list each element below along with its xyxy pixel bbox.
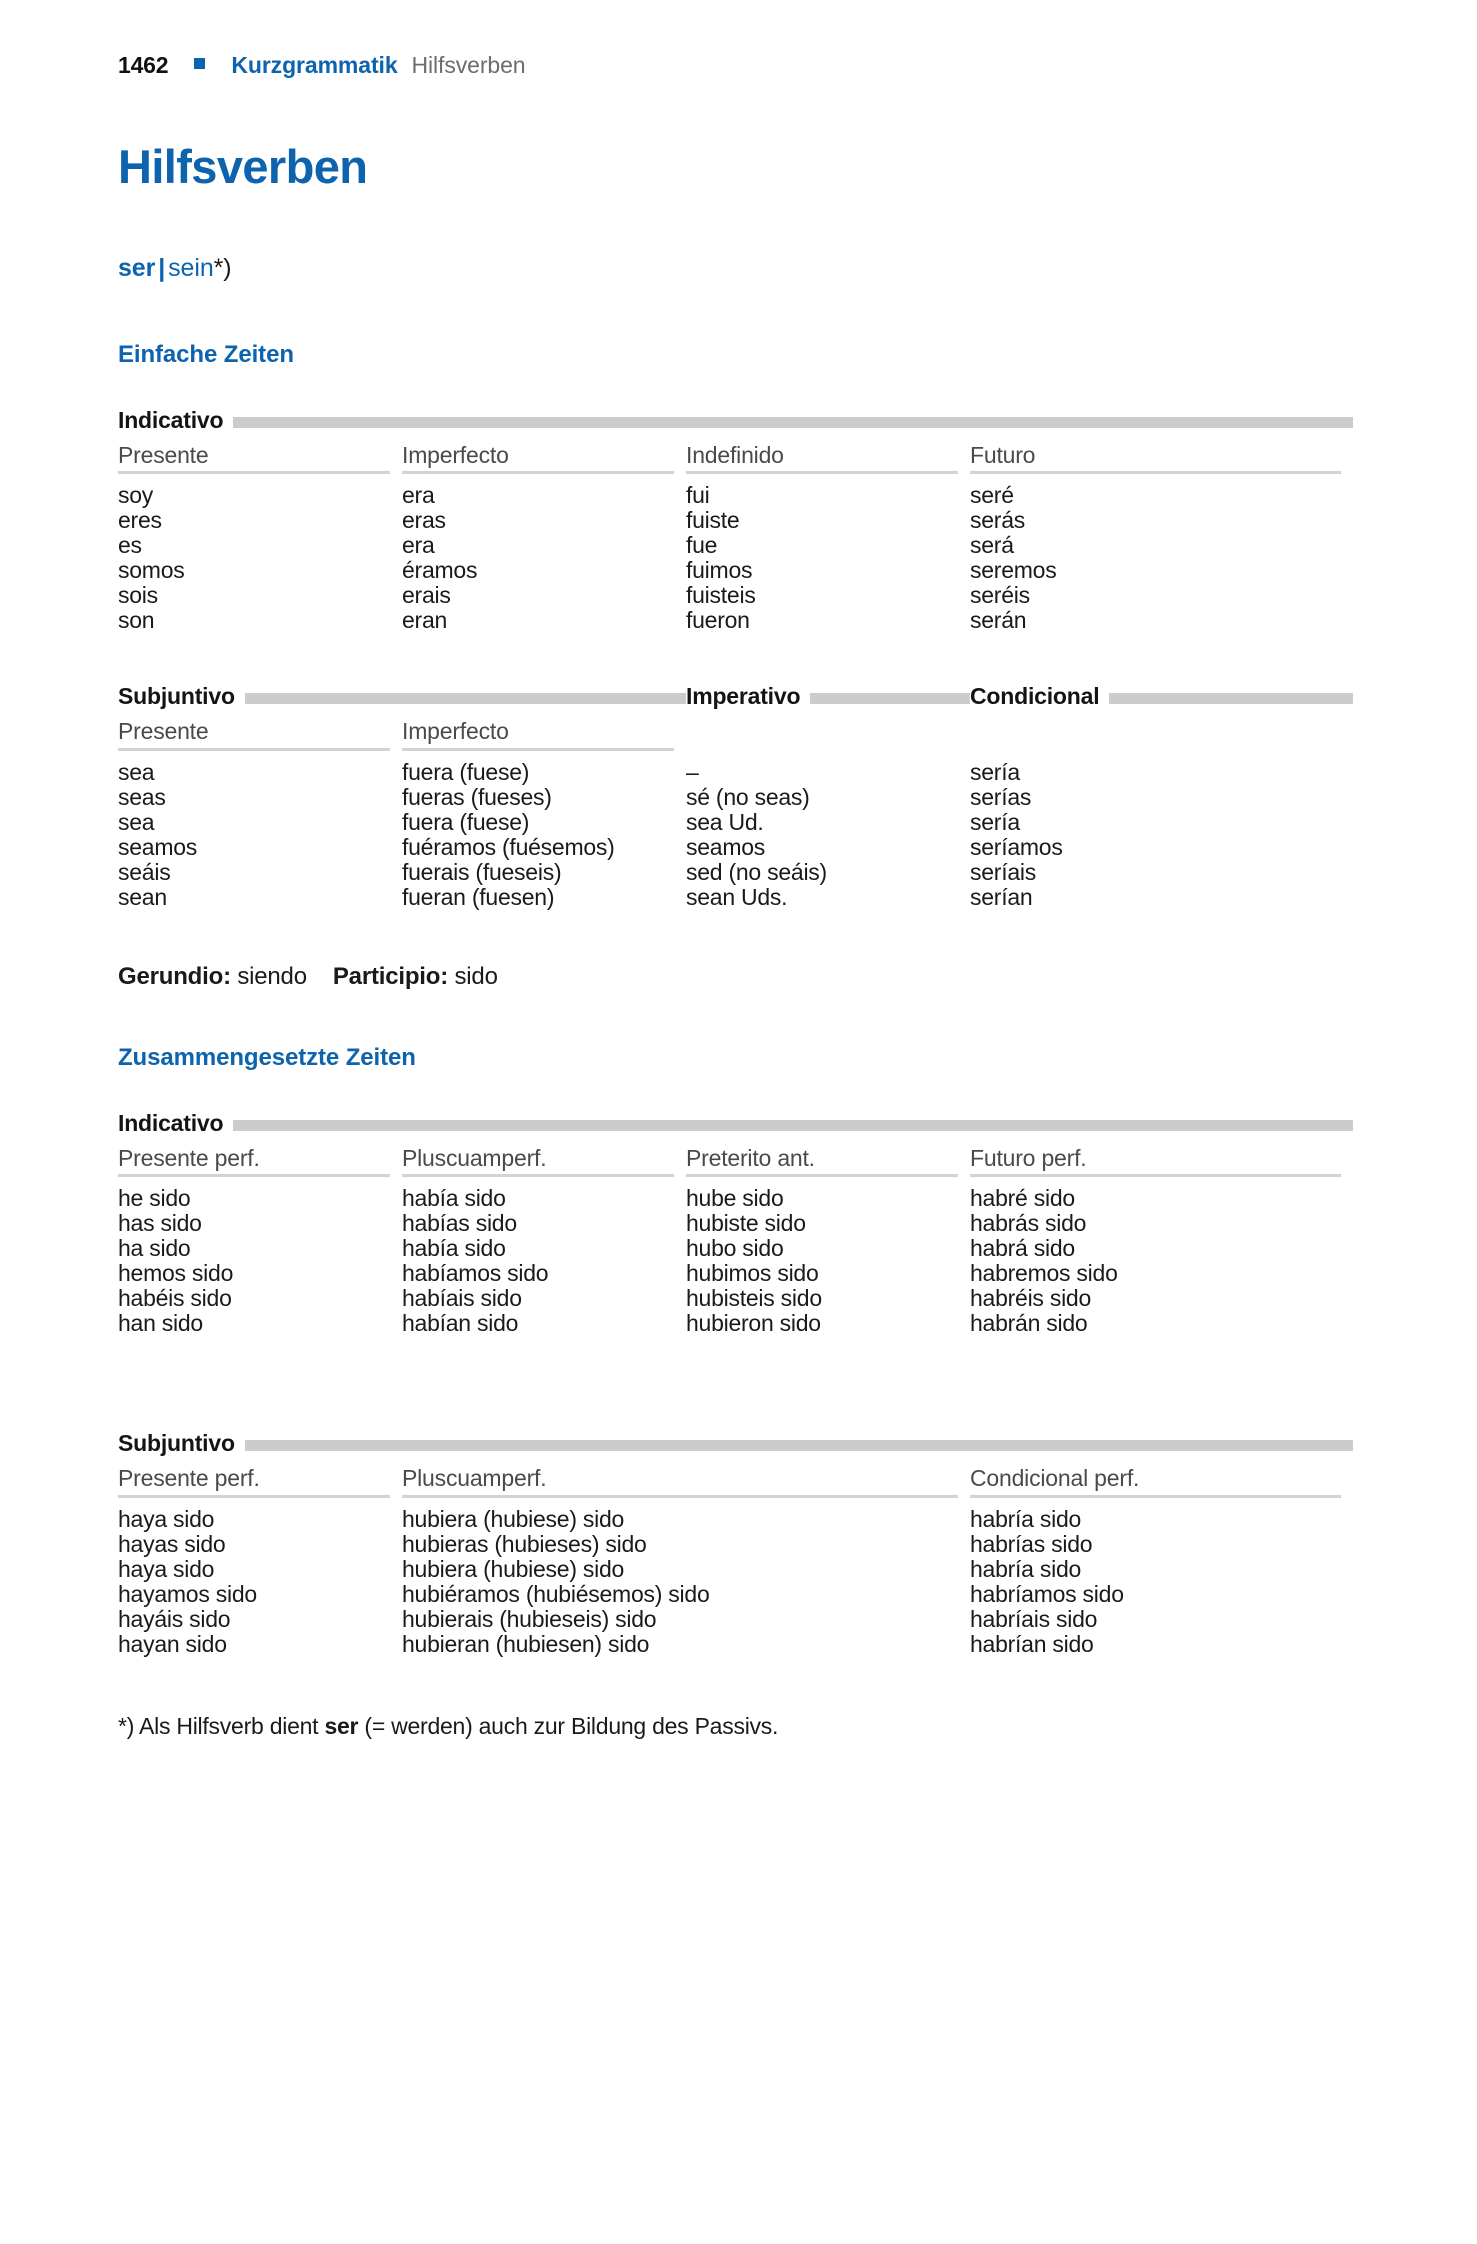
verb-form: será — [970, 532, 1014, 559]
mood-bar-indicativo-simple — [118, 409, 1353, 432]
verb-form: sea — [118, 808, 155, 835]
column-imperfecto — [402, 442, 686, 633]
mood-rule — [233, 417, 1353, 428]
mood-bar-subjuntivo-simple — [118, 685, 1353, 708]
verb-form: éramos — [402, 557, 478, 584]
column-header — [686, 718, 958, 750]
verb-form: habrás sido — [970, 1210, 1087, 1237]
verb-form: hubiera (hubiese) sido — [402, 1505, 625, 1532]
verb-form: habría sido — [970, 1505, 1082, 1532]
verb-form: eran — [402, 607, 448, 634]
verb-form: habrías sido — [970, 1530, 1093, 1557]
participio-label: Participio: — [332, 962, 449, 990]
verb-form: hayas sido — [118, 1530, 226, 1557]
verb-form: hubiste sido — [686, 1210, 806, 1237]
column-futuro — [970, 442, 1353, 633]
square-bullet-icon — [194, 58, 205, 69]
column-forms — [118, 1186, 390, 1335]
running-head — [118, 52, 1357, 79]
column-imperativo — [686, 718, 970, 909]
verb-separator: | — [158, 254, 166, 282]
footnote-marker: *) — [213, 254, 232, 282]
column-header: Futuro perf. — [970, 1145, 1341, 1177]
column-header — [970, 718, 1341, 750]
verb-form: fui — [686, 482, 710, 509]
page-number: 1462 — [118, 52, 169, 78]
verb-form: era — [402, 532, 435, 559]
footnote-text-before: Als Hilfsverb dient — [139, 1712, 319, 1739]
mood-label: Indicativo — [118, 1109, 224, 1136]
column-forms — [970, 760, 1341, 909]
verb-form: seamos — [686, 833, 766, 860]
footnote — [118, 1713, 1357, 1740]
verb-form: habré sido — [970, 1185, 1075, 1212]
verb-form: ha sido — [118, 1235, 191, 1262]
verb-form: sé (no seas) — [686, 783, 810, 810]
footnote-text-after: (= werden) auch zur Bildung des Passivs. — [364, 1712, 779, 1739]
column-pluscuamperf — [402, 1145, 686, 1336]
verb-form: hayan sido — [118, 1630, 227, 1657]
verb-form: fuéramos (fuésemos) — [402, 833, 615, 860]
mood-label: Subjuntivo — [118, 1430, 235, 1457]
column-condicional-perf — [970, 1465, 1353, 1656]
verb-form: soy — [118, 482, 154, 509]
group-title-compound: Zusammengesetzte Zeiten — [118, 1043, 416, 1071]
spacer — [118, 1657, 1357, 1713]
verb-form: hubimos sido — [686, 1260, 819, 1287]
runhead-subsection: Hilfsverben — [411, 52, 526, 78]
verb-form: sería — [970, 758, 1020, 785]
column-forms — [402, 483, 674, 632]
mood-rule — [245, 1440, 1353, 1451]
spacer — [118, 910, 1357, 963]
group-title-simple: Einfache Zeiten — [118, 341, 294, 368]
column-presente-perf — [118, 1145, 402, 1336]
verb-form: seríais — [970, 858, 1036, 885]
verb-form: habréis sido — [970, 1285, 1092, 1312]
mood-rule — [233, 1120, 1353, 1131]
mood-rule — [245, 693, 686, 704]
verb-form: sois — [118, 582, 158, 609]
column-futuro-perf — [970, 1145, 1353, 1336]
verb-form: hayáis sido — [118, 1605, 231, 1632]
verb-form: serían — [970, 883, 1033, 910]
page-title: Hilfsverben — [118, 140, 368, 193]
runhead-section: Kurzgrammatik — [231, 52, 398, 78]
column-forms — [970, 1507, 1341, 1656]
verb-form: habríais sido — [970, 1605, 1098, 1632]
verb-form: has sido — [118, 1210, 202, 1237]
verb-lemma: ser — [118, 254, 156, 282]
column-header: Pluscuamperf. — [402, 1465, 958, 1497]
verb-form: seré — [970, 482, 1014, 509]
verb-form: haya sido — [118, 1555, 215, 1582]
column-header: Preterito ant. — [686, 1145, 958, 1177]
footnote-marker: *) — [118, 1712, 135, 1739]
verb-form: serán — [970, 607, 1027, 634]
verb-form: seremos — [970, 557, 1057, 584]
spacer — [118, 633, 1357, 685]
verb-form: había sido — [402, 1185, 506, 1212]
mood-rule — [810, 693, 970, 704]
column-presente — [118, 442, 402, 633]
column-header: Presente — [118, 442, 390, 474]
mood-label-condicional: Condicional — [970, 683, 1100, 710]
verb-form: habías sido — [402, 1210, 517, 1237]
verb-form: fueran (fuesen) — [402, 883, 555, 910]
verb-form: sería — [970, 808, 1020, 835]
verb-form: eres — [118, 507, 162, 534]
verb-form: sean Uds. — [686, 883, 788, 910]
verb-form: habíais sido — [402, 1285, 522, 1312]
verb-form: hubiera (hubiese) sido — [402, 1555, 625, 1582]
table-subjuntivo-simple — [118, 718, 1353, 909]
verb-form: habíamos sido — [402, 1260, 549, 1287]
column-forms — [686, 483, 958, 632]
column-forms — [686, 760, 958, 909]
nonfinite-forms — [118, 963, 1357, 991]
verb-form: hayamos sido — [118, 1580, 257, 1607]
verb-form: sea Ud. — [686, 808, 764, 835]
mood-label-imperativo: Imperativo — [686, 683, 801, 710]
verb-form: hubieran (hubiesen) sido — [402, 1630, 650, 1657]
participio-value: sido — [454, 962, 498, 990]
column-forms — [402, 1186, 674, 1335]
verb-form: he sido — [118, 1185, 191, 1212]
column-forms — [686, 1186, 958, 1335]
verb-form: sed (no seáis) — [686, 858, 827, 885]
column-header: Condicional perf. — [970, 1465, 1341, 1497]
column-header: Presente — [118, 718, 390, 750]
verb-form: hubisteis sido — [686, 1285, 822, 1312]
verb-form: hemos sido — [118, 1260, 234, 1287]
verb-form: fue — [686, 532, 718, 559]
verb-form: habéis sido — [118, 1285, 232, 1312]
verb-form: fuerais (fueseis) — [402, 858, 562, 885]
spacer — [118, 1336, 1357, 1432]
verb-form: serías — [970, 783, 1032, 810]
verb-form: habrían sido — [970, 1630, 1094, 1657]
verb-form: seas — [118, 783, 166, 810]
verb-form: habrá sido — [970, 1235, 1075, 1262]
column-condicional — [970, 718, 1353, 909]
column-forms — [970, 1186, 1341, 1335]
verb-form: fueras (fueses) — [402, 783, 552, 810]
verb-form: habían sido — [402, 1310, 519, 1337]
table-subjuntivo-compound — [118, 1465, 1353, 1656]
mood-label-subjuntivo: Subjuntivo — [118, 683, 235, 710]
verb-form: sean — [118, 883, 167, 910]
verb-form: es — [118, 532, 142, 559]
mood-label: Indicativo — [118, 407, 224, 433]
column-forms — [402, 1507, 958, 1656]
verb-form: habríamos sido — [970, 1580, 1124, 1607]
verb-headword — [118, 254, 1357, 283]
gerundio-label: Gerundio: — [118, 962, 231, 990]
verb-form: – — [686, 758, 699, 785]
verb-form: serás — [970, 507, 1025, 534]
verb-form: erais — [402, 582, 451, 609]
column-header: Presente perf. — [118, 1145, 390, 1177]
verb-form: sea — [118, 758, 155, 785]
mood-bar-indicativo-compound — [118, 1109, 1353, 1136]
verb-form: son — [118, 607, 155, 634]
verb-form: fuisteis — [686, 582, 756, 609]
gerundio-value: siendo — [237, 962, 307, 990]
column-subj-presente-perf — [118, 1465, 402, 1656]
column-header: Indefinido — [686, 442, 958, 474]
column-subj-pluscuamperf — [402, 1465, 970, 1656]
column-header: Pluscuamperf. — [402, 1145, 674, 1177]
verb-form: fuera (fuese) — [402, 808, 530, 835]
verb-form: somos — [118, 557, 185, 584]
verb-form: fueron — [686, 607, 750, 634]
verb-form: hubieras (hubieses) sido — [402, 1530, 647, 1557]
verb-form: había sido — [402, 1235, 506, 1262]
table-indicativo-simple — [118, 442, 1353, 633]
mood-bar-subjuntivo-compound — [118, 1432, 1353, 1455]
verb-form: haya sido — [118, 1505, 215, 1532]
column-header: Imperfecto — [402, 718, 674, 750]
column-forms — [970, 483, 1341, 632]
verb-form: habremos sido — [970, 1260, 1118, 1287]
verb-form: seamos — [118, 833, 198, 860]
verb-form: hubiéramos (hubiésemos) sido — [402, 1580, 710, 1607]
verb-form: hubo sido — [686, 1235, 784, 1262]
column-forms — [118, 760, 390, 909]
spacer — [118, 991, 1357, 1044]
column-forms — [118, 483, 390, 632]
table-indicativo-compound — [118, 1145, 1353, 1336]
verb-form: habrán sido — [970, 1310, 1088, 1337]
verb-form: han sido — [118, 1310, 203, 1337]
verb-form: seáis — [118, 858, 171, 885]
mood-rule — [1109, 693, 1353, 704]
footnote-bold-term: ser — [324, 1712, 359, 1739]
verb-form: habría sido — [970, 1555, 1082, 1582]
column-forms — [402, 760, 674, 909]
column-subj-presente — [118, 718, 402, 909]
verb-gloss: sein — [168, 254, 214, 282]
verb-form: hubierais (hubieseis) sido — [402, 1605, 657, 1632]
column-header: Imperfecto — [402, 442, 674, 474]
column-preterito-ant — [686, 1145, 970, 1336]
verb-form: fuiste — [686, 507, 740, 534]
verb-form: seréis — [970, 582, 1030, 609]
column-indefinido — [686, 442, 970, 633]
verb-form: fuera (fuese) — [402, 758, 530, 785]
verb-form: hube sido — [686, 1185, 784, 1212]
verb-form: hubieron sido — [686, 1310, 821, 1337]
verb-form: fuimos — [686, 557, 753, 584]
column-header: Futuro — [970, 442, 1341, 474]
verb-form: seríamos — [970, 833, 1063, 860]
column-forms — [118, 1507, 390, 1656]
verb-form: era — [402, 482, 435, 509]
column-subj-imperfecto — [402, 718, 686, 909]
verb-form: eras — [402, 507, 446, 534]
column-header: Presente perf. — [118, 1465, 390, 1497]
